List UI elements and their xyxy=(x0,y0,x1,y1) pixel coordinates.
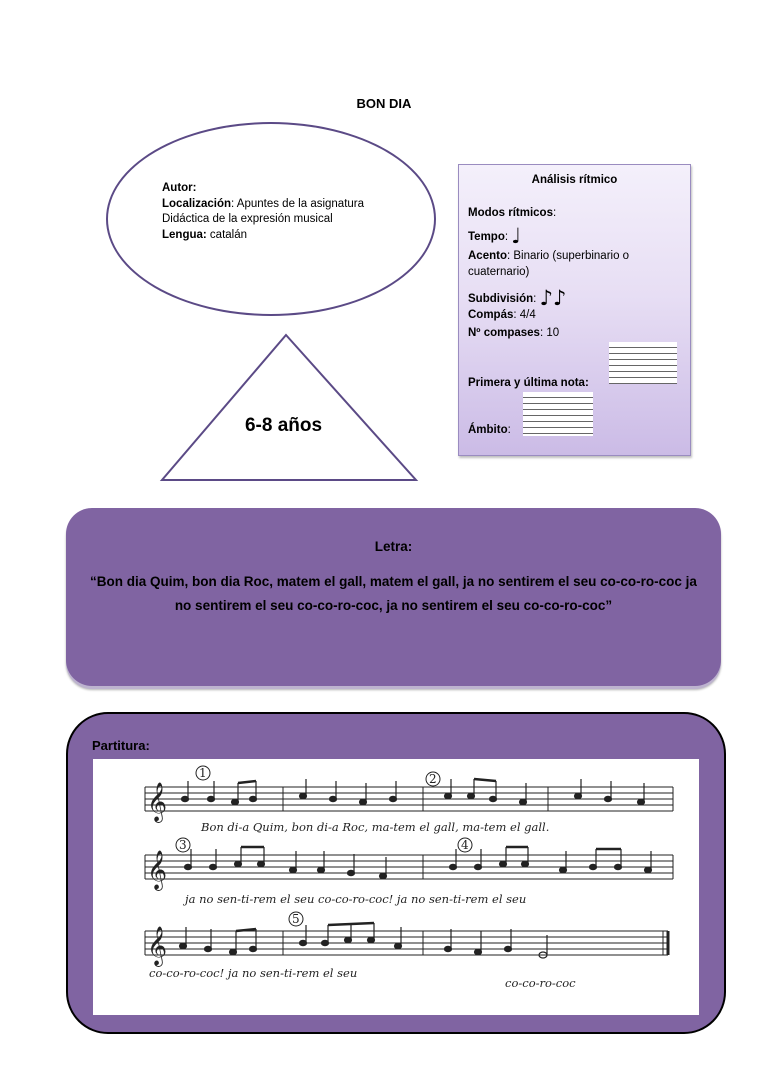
ambito-suffix: : xyxy=(507,424,511,436)
lengua-value: catalán xyxy=(206,228,248,241)
compas-row xyxy=(468,308,683,324)
primera-row xyxy=(468,376,683,392)
acento-value: : Binario (superbinario o cuaternario) xyxy=(468,250,630,278)
compas-value: : 4/4 xyxy=(513,309,536,321)
tempo-suffix: : xyxy=(504,231,509,243)
modos-label: Modos rítmicos xyxy=(468,207,553,219)
lyrics-title: Letra: xyxy=(374,539,413,554)
autor-label: Autor: xyxy=(162,182,197,194)
measure-number: 5 xyxy=(292,912,300,926)
localizacion-row xyxy=(162,197,394,228)
ncompases-label: Nº compases xyxy=(468,327,540,339)
score-lyrics-line-3a: co-co-ro-coc! ja no sen-ti-rem el seu xyxy=(149,966,358,980)
lyrics-text: “Bon dia Quim, bon dia Roc, matem el gall, matem el gall, ja no sentirem el seu co-co-ro-coc ja no sentirem el seu co-co-ro-coc, ja no sentirem el seu co-co-ro-coc” xyxy=(90,574,697,613)
primera-label: Primera y última nota: xyxy=(468,377,589,389)
score-lyrics-line-3b: co-co-ro-coc xyxy=(505,976,576,990)
score-lyrics-line-1: Bon di-a Quim, bon di-a Roc, ma-tem el gall, ma-tem el gall. xyxy=(201,820,550,834)
analysis-title: Análisis rítmico xyxy=(531,174,618,186)
quarter-note-icon: ♩ xyxy=(511,224,522,248)
measure-number: 3 xyxy=(179,838,187,852)
subdivision-row xyxy=(468,286,683,310)
eighth-notes-icon: ♪♪ xyxy=(539,286,567,310)
measure-number: 4 xyxy=(461,838,469,852)
measure-number: 1 xyxy=(199,766,207,780)
age-range: 6-8 años xyxy=(244,415,323,436)
subdivision-label: Subdivisión xyxy=(468,293,534,305)
acento-label: Acento xyxy=(468,250,507,262)
tempo-row xyxy=(468,224,683,248)
autor-row xyxy=(162,181,394,197)
svg-text:𝄞: 𝄞 xyxy=(147,926,168,966)
lyrics-panel xyxy=(66,508,721,686)
ambito-label: Ámbito xyxy=(468,424,508,436)
modos-suffix: : xyxy=(552,207,557,219)
lengua-label: Lengua: xyxy=(162,228,207,241)
acento-row xyxy=(468,249,683,280)
modos-row xyxy=(468,206,683,222)
age-triangle xyxy=(158,332,420,484)
score-panel xyxy=(66,712,726,1034)
ambito-row xyxy=(468,423,683,439)
compas-label: Compás xyxy=(468,309,514,321)
localizacion-label: Localización xyxy=(162,197,232,210)
lengua-row xyxy=(162,228,394,244)
tempo-label: Tempo xyxy=(468,231,505,243)
sheet-music xyxy=(93,759,699,1015)
page-title: BON DIA xyxy=(356,96,412,111)
song-info xyxy=(162,181,394,243)
svg-text:𝄞: 𝄞 xyxy=(147,850,168,890)
score-title: Partitura: xyxy=(92,738,150,753)
subdivision-suffix: : xyxy=(533,293,537,305)
sheet-music-drawing xyxy=(93,759,699,1015)
measure-number: 2 xyxy=(429,772,437,786)
ncompases-value: : 10 xyxy=(539,327,560,339)
localizacion-value: : Apuntes de la asignatura Didáctica de la expresión musical xyxy=(162,197,365,225)
treble-clef-icon: 𝄞 xyxy=(147,782,168,822)
score-lyrics-line-2: ja no sen-ti-rem el seu co-co-ro-coc! ja no sen-ti-rem el seu xyxy=(185,892,527,906)
ncompases-row xyxy=(468,326,683,342)
rhythm-analysis-box xyxy=(458,164,691,456)
